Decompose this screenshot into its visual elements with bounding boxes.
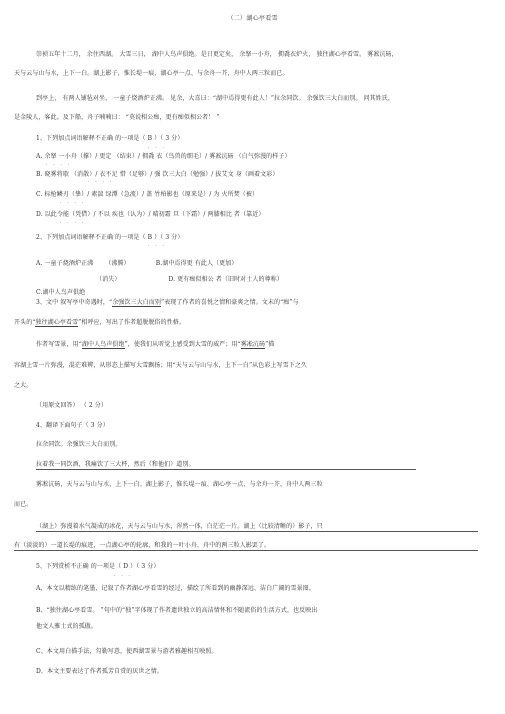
emphasis-dots: · · · bbox=[114, 573, 132, 579]
question-1-option-a: A. 余拏 一小舟（撑）/ 更定 （结束）/ 拥毳 衣（鸟兽的细毛）/ 雾凇沆砀 （白气弥漫的样子） bbox=[36, 153, 291, 160]
emphasis-dots: · · · bbox=[148, 243, 166, 249]
question-4-sentence-1: 拉余同饮。余强饮三大白而别。 bbox=[36, 441, 122, 448]
question-4-sentence-2a: 雾凇沆砀，天与云与山与水，上下一白。湖上影子，惟长堤一痕、湖心亭一点、与余舟一芥，舟中人两三粒 bbox=[36, 481, 323, 488]
question-4-answer-2a: （湖上）弥漫着水气凝成的冰花，天与云与山与水，浑然一体，白茫茫一片。湖上（比较清晰的）影子，只 bbox=[36, 523, 323, 530]
passage-line-2: 天与云与山与水，上下一白。湖上影子，惟长堤一痕、湖心亭一点、与余舟一芥，舟中人两三粒而已。 bbox=[14, 70, 289, 77]
question-5-option-b-line-1: B、“独往湖心亭看雪。 ”句中的“独”字体现了作者遗世独立的高洁情怀和不随流俗的生活方式，也反映出 bbox=[36, 607, 318, 614]
question-5-option-d: D、本文主要表达了作者孤芳自赏的厌世之情。 bbox=[36, 668, 163, 675]
document-title: （二）湖心亭看雪 bbox=[227, 15, 278, 22]
question-4-answer-1: 拉着我一同饮酒，我痛饮了三大杯，然后（和他们）道别。 bbox=[36, 461, 195, 468]
answer-underline bbox=[36, 469, 416, 470]
question-4-sentence-2b: 而已。 bbox=[14, 501, 33, 508]
question-3-line-5: 之大。 bbox=[14, 382, 33, 389]
option-b: B.湖中焉得更 有此人（更加） bbox=[155, 260, 238, 267]
question-3-line-2: 开头的“独往湖心亭看雪”相呼应，写出了作者超脱脱俗的性格。 bbox=[14, 319, 186, 326]
question-1-stem: 1、下列加点词语解释不正确 的一项是（ B ）（ 3 分） bbox=[36, 135, 184, 142]
question-5-option-c: C、本文用白描手法，勾勒写意，使西湖雪景与游者雅趣相互映照。 bbox=[36, 648, 218, 655]
question-3-note: （用原文回答） （ 2 分） bbox=[36, 402, 107, 409]
answer-blank-1: 余强饮三大白而别 bbox=[112, 299, 162, 306]
emphasis-dots: · · · · bbox=[46, 162, 72, 168]
option-c-gloss: （消失） bbox=[96, 276, 121, 283]
question-1-option-c: C. 标枪鳞刃（挚）/ 素湍 绿潭（急流）/ 盖 竹柏影也（原来是）/ 为 火所焚（被） bbox=[36, 191, 259, 198]
emphasis-dots: · · · · bbox=[88, 179, 114, 185]
question-1-option-d: D. 以此令能（凭借）/ 不以 疾也（认为）/ 晴初霜 旦（下霜）/ 两膝相比 者（靠近） bbox=[36, 211, 265, 218]
question-4-answer-2b: 有（淡淡的）一道长堤的痕迹，一点湖心亭的轮廓，和我的一叶小舟，舟中的两三粒人影罢了。 bbox=[14, 542, 271, 549]
question-1-option-b: B. 晓雾将歇 （消散）/ 衣不足 惜（足够）/ 强 饮三大白（勉强）/ 拔艾文 身（画着文彩） bbox=[36, 171, 279, 178]
question-3-line-4: 容湖上雪一片弥漫，混茫难辨，从形态上描写大雪飘扬；用“天与云与山与水，上下一白”从色彩上写雪下之久 bbox=[14, 362, 308, 369]
question-2-options-row-2 bbox=[36, 275, 496, 284]
answer-underline bbox=[36, 531, 478, 532]
question-2-options-row-1 bbox=[36, 259, 496, 268]
question-5-option-b-line-2: 他文人雅士式的孤傲。 bbox=[36, 623, 98, 630]
emphasis-dots: · · · · bbox=[60, 200, 86, 206]
option-d: D. 更有痴似相公 者（旧时对士人的尊称） bbox=[168, 276, 283, 283]
question-3-line-3: 作者写雪景，用“湖中人鸟声俱绝”，使我们从听觉上感受到大雪的威严；用“雾凇沆砀”描 bbox=[36, 341, 275, 348]
question-5-option-a: A、本文以精练的笔墨，记叙了作者湖心亭看雪的经过，描绘了所看到的幽静深远、洁白广阔的雪景图。 bbox=[36, 585, 315, 592]
question-3-line-1: 3、文中 叙写亭中奇遇时，“余强饮三大白而别”表现了作者的喜悦之情和豪爽之情。文末的“痴”与 bbox=[36, 299, 299, 306]
answer-blank-4: 雾凇沆砀 bbox=[240, 341, 266, 348]
option-a: A. 一童子烧酒炉正沸 bbox=[36, 260, 94, 267]
passage-line-3: 到亭上， 有两人铺毡对坐， 一童子烧酒炉正沸。 见余，大喜曰：“湖中焉得更有此人！”拉余同饮。 余强饮三大白而别。 问其姓氏， bbox=[36, 95, 394, 102]
answer-blank-2: 独往湖心亭看雪 bbox=[35, 319, 79, 326]
emphasis-dots: · · · bbox=[148, 145, 166, 151]
emphasis-dots: · · · · bbox=[60, 220, 86, 226]
question-2-stem: 2、下列加点词语解释不正确 的一项是（ B ）（ 3 分） bbox=[36, 234, 184, 241]
passage-line-4: 是金陵人，客此。及下船，舟子喃喃曰： “莫说相公痴，更有痴似相公者！ ” bbox=[14, 114, 220, 121]
question-5-stem: 5、下列赏析不正确 的一项是（ D ）（ 3 分） bbox=[36, 563, 160, 570]
answer-underline bbox=[14, 550, 478, 551]
answer-blank-3: 湖中人鸟声俱绝 bbox=[81, 341, 125, 348]
option-a-gloss: （沸腾） bbox=[105, 260, 130, 267]
option-c: C.湖中人鸟声俱绝 bbox=[36, 289, 86, 296]
passage-line-1: 崇祯五年十二月， 余住西湖。 大雪三日， 湖中人鸟声俱绝。是日更定矣， 余拏一小舟， 拥毳衣炉火， 独往湖心亭看雪。 雾凇沆砀， bbox=[36, 51, 398, 58]
question-4-stem: 4、翻译下面句子（ 3 分） bbox=[36, 422, 109, 429]
